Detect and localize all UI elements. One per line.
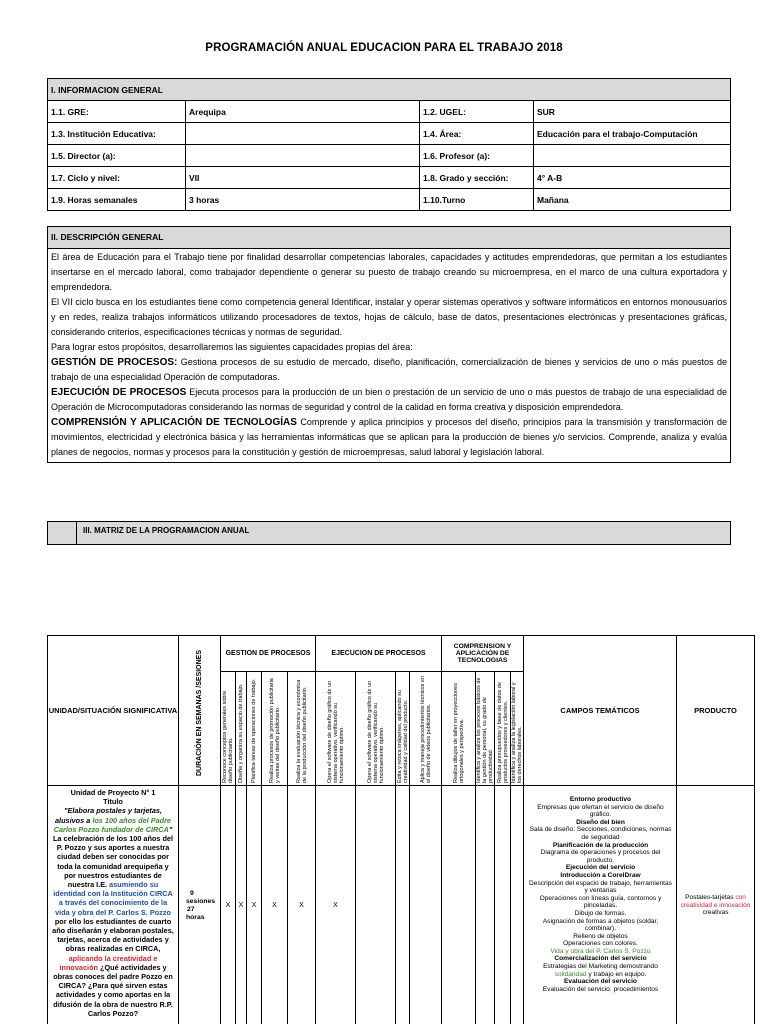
value-area: Educación para el trabajo-Computación bbox=[534, 123, 731, 145]
label-profesor: 1.6. Profesor (a): bbox=[420, 145, 534, 167]
gestion-capability-header: Diseña y organiza su espacio de trabajo. bbox=[236, 672, 247, 786]
label-grado: 1.8. Grado y sección: bbox=[420, 167, 534, 189]
gestion-capability-header: Realiza la evaluación técnica y económica de la producción del diseño publicitario. bbox=[288, 672, 316, 786]
label-director: 1.5. Director (a): bbox=[48, 145, 186, 167]
comprension-capability-header: Identifica y analiza los procesos básicos de la gestión de personal, su grado de productividad. bbox=[476, 672, 495, 786]
ejecucion-capability-header: Opera el software de diseño gráfico de un sistema operativo, verificando su funcionamiento óptimo. bbox=[356, 672, 396, 786]
col-unidad: UNIDAD/SITUACIÓN SIGNIFICATIVA bbox=[48, 636, 179, 786]
description-paragraph: El VII ciclo busca en los estudiantes tiene como competencia general Identificar, instalar y operar sistemas operativos y software informáticos en entornos monousuarios y en redes, realiza trabajos informáticos utilizando procesadores de textos, hojas de cálculo, base de datos, presentaciones electrónicas y presentaciones gráficas, considerando criterios, especificaciones técnicas y normas de seguridad. bbox=[51, 297, 727, 337]
general-info-heading: I. INFORMACION GENERAL bbox=[48, 79, 731, 101]
description-body bbox=[48, 249, 730, 462]
label-ciclo: 1.7. Ciclo y nivel: bbox=[48, 167, 186, 189]
general-info-table bbox=[47, 78, 731, 211]
gestion-capability-header: Reconoce conceptos generales sobre diseño publicitario. bbox=[221, 672, 236, 786]
mark-cell bbox=[476, 786, 495, 1024]
ejecucion-capability-header: Edita y retoca imágenes, aplicando su creatividad y calidad del producto. bbox=[396, 672, 410, 786]
description-paragraph: Para lograr estos propósitos, desarrollaremos las siguientes capacidades propias del área: bbox=[51, 342, 413, 352]
gestion-capability-header: Planifica tareas de operaciones de trabajo. bbox=[247, 672, 262, 786]
mark-cell bbox=[511, 786, 524, 1024]
matrix-heading-bar bbox=[47, 521, 731, 545]
mark-cell: X bbox=[316, 786, 356, 1024]
value-horas: 3 horas bbox=[186, 189, 420, 211]
value-director bbox=[186, 145, 420, 167]
value-ciclo: VII bbox=[186, 167, 420, 189]
mark-cell: X bbox=[288, 786, 316, 1024]
table-row bbox=[48, 101, 731, 123]
label-gre: 1.1. GRE: bbox=[48, 101, 186, 123]
page-title: PROGRAMACIÓN ANUAL EDUCACION PARA EL TRABAJO 2018 bbox=[205, 42, 563, 54]
comprension-capability-header: Identifica y analiza la legislación laboral y los derechos laborales. bbox=[511, 672, 524, 786]
label-ugel: 1.2. UGEL: bbox=[420, 101, 534, 123]
gestion-capability-header: Realiza procesos de promoción publicitaria y ventas del diseño publicitario. bbox=[262, 672, 288, 786]
group-comprension: COMPRENSION Y APLICACIÓN DE TECNOLOGIAS bbox=[442, 636, 524, 672]
value-institucion bbox=[186, 123, 420, 145]
value-profesor bbox=[534, 145, 731, 167]
comprension-capability-header: Realiza presupuestos y base de datos de productos proveedores y clientes. bbox=[495, 672, 511, 786]
description-heading: II. DESCRIPCIÓN GENERAL bbox=[48, 227, 730, 249]
table-row bbox=[48, 167, 731, 189]
value-gre: Arequipa bbox=[186, 101, 420, 123]
group-gestion: GESTION DE PROCESOS bbox=[221, 636, 316, 672]
capacity-gestion: GESTIÓN DE PROCESOS: Gestiona procesos de su estudio de mercado, diseño, planificación, comercialización de bienes y servicios de uno o más puestos de trabajo de una especialidad Operación de computadoras. bbox=[51, 357, 727, 382]
general-description bbox=[47, 226, 731, 463]
col-duracion: DURACIÓN EN SEMANAS /SESIONES bbox=[179, 636, 221, 786]
col-producto: PRODUCTO bbox=[677, 636, 755, 786]
matrix-heading: III. MATRIZ DE LA PROGRAMACION ANUAL bbox=[76, 522, 255, 544]
mark-cell bbox=[396, 786, 410, 1024]
ejecucion-capability-header: Aplica y maneja procedimientos técnicos en el diseño de videos publicitarios. bbox=[410, 672, 442, 786]
mark-cell bbox=[495, 786, 511, 1024]
table-row bbox=[48, 189, 731, 211]
mark-cell: X bbox=[221, 786, 236, 1024]
label-area: 1.4. Área: bbox=[420, 123, 534, 145]
value-turno: Mañana bbox=[534, 189, 731, 211]
ejecucion-capability-header: Opera el software de diseño gráfico de un sistema operativo, verificando su funcionamiento óptimo. bbox=[316, 672, 356, 786]
group-ejecucion: EJECUCION DE PROCESOS bbox=[316, 636, 442, 672]
label-institucion: 1.3. Institución Educativa: bbox=[48, 123, 186, 145]
mark-cell bbox=[410, 786, 442, 1024]
col-campos: CAMPOS TEMÁTICOS bbox=[524, 636, 677, 786]
mark-cell bbox=[442, 786, 476, 1024]
mark-cell: X bbox=[247, 786, 262, 1024]
duration-cell: 9 sesiones 27 horas bbox=[179, 786, 221, 1024]
label-horas: 1.9. Horas semanales bbox=[48, 189, 186, 211]
unit-description: Unidad de Proyecto N° 1 Titulo "Elabora postales y tarjetas, alusivos a los 100 años del Padre Carlos Pozzo fundador de CIRCA" La celebración de los 100 años del P. Pozzo y sus aportes a nuestra ciudad deben ser conocidas por toda la comunidad arequipeña y por nuestros estudiantes de nuestra I.E. asumiendo su identidad con la Institución CIRCA a través del conocimiento de la vida y obra del P. Carlos S. Pozzo por ello los estudiantes de cuarto año diseñarán y elaboran postales, tarjetas, acerca de actividades y obras realizadas en CIRCA, aplicando la creatividad e innovación ¿Qué actividades y obras conoces del padre Pozzo en CIRCA? ¿Para qué sirven estas actividades y como aportas en la difusión de la obra de nuestro R.P. Carlos Pozzo? bbox=[48, 786, 179, 1024]
mark-cell: X bbox=[262, 786, 288, 1024]
table-row bbox=[48, 145, 731, 167]
value-ugel: SUR bbox=[534, 101, 731, 123]
thematic-fields: Entorno productivo Empresas que ofertan el servicio de diseño gráfico. Diseño del bien Sala de diseño: Secciones, condiciones, normas de seguridad Planificación de la producción Diagrama de operaciones y procesos del producto. Ejecución del servicio Introducción a CorelDraw Descripción del espacio de trabajo, herramientas y ventanas Operaciones con líneas guía, contornos y pinceladas. Dibujo de formas. Asignación de formas a objetos (soldar, combinar). Relleno de objetos Operaciones con colores. Vida y obra del P. Carlos S. Pozzo Comercialización del servicio Estrategias del Marketing demostrando solidaridad y trabajo en equipo. Evaluación del servicio Evaluación del servicio: procedimientos bbox=[524, 786, 677, 1024]
description-paragraph: El área de Educación para el Trabajo tiene por finalidad desarrollar competencias laborales, capacidades y actitudes emprendedoras, que permitan a los estudiantes insertarse en el mercado laboral, como trabajador dependiente o generar su puesto de trabajo creando su microempresa, en el marco de una cultura exportadora y emprendedora. bbox=[51, 252, 727, 292]
table-row bbox=[48, 123, 731, 145]
mark-cell bbox=[356, 786, 396, 1024]
capacity-comprension: COMPRENSIÓN Y APLICACIÓN DE TECNOLOGÍAS Comprende y aplica principios y procesos del diseño, principios para la transmisión y transformación de movimientos, electricidad y electrónica básica y las herramientas informáticas que se aplican para la producción de bienes y/o servicios. Comprende, analiza y evalúa planes de negocios, normas y procesos para la constitución y gestión de microempresas, salud laboral y legislación laboral. bbox=[51, 417, 728, 457]
value-grado: 4° A-B bbox=[534, 167, 731, 189]
comprension-capability-header: Realiza dibujos de taller en proyecciones ortogonales y perspectiva. bbox=[442, 672, 476, 786]
annual-matrix-table bbox=[47, 635, 755, 1024]
product-cell: Postales-tarjetas con creatividad e innovación creativas bbox=[677, 786, 755, 1024]
label-turno: 1.10.Turno bbox=[420, 189, 534, 211]
capacity-ejecucion: EJECUCIÓN DE PROCESOS Ejecuta procesos para la producción de un bien o prestación de un servicio de uno o más puestos de trabajo de una especialidad de Operación de Microcomputadoras considerando las normas de seguridad y control de la calidad en forma creativa y disposición emprendedora. bbox=[51, 387, 727, 412]
mark-cell: X bbox=[236, 786, 247, 1024]
